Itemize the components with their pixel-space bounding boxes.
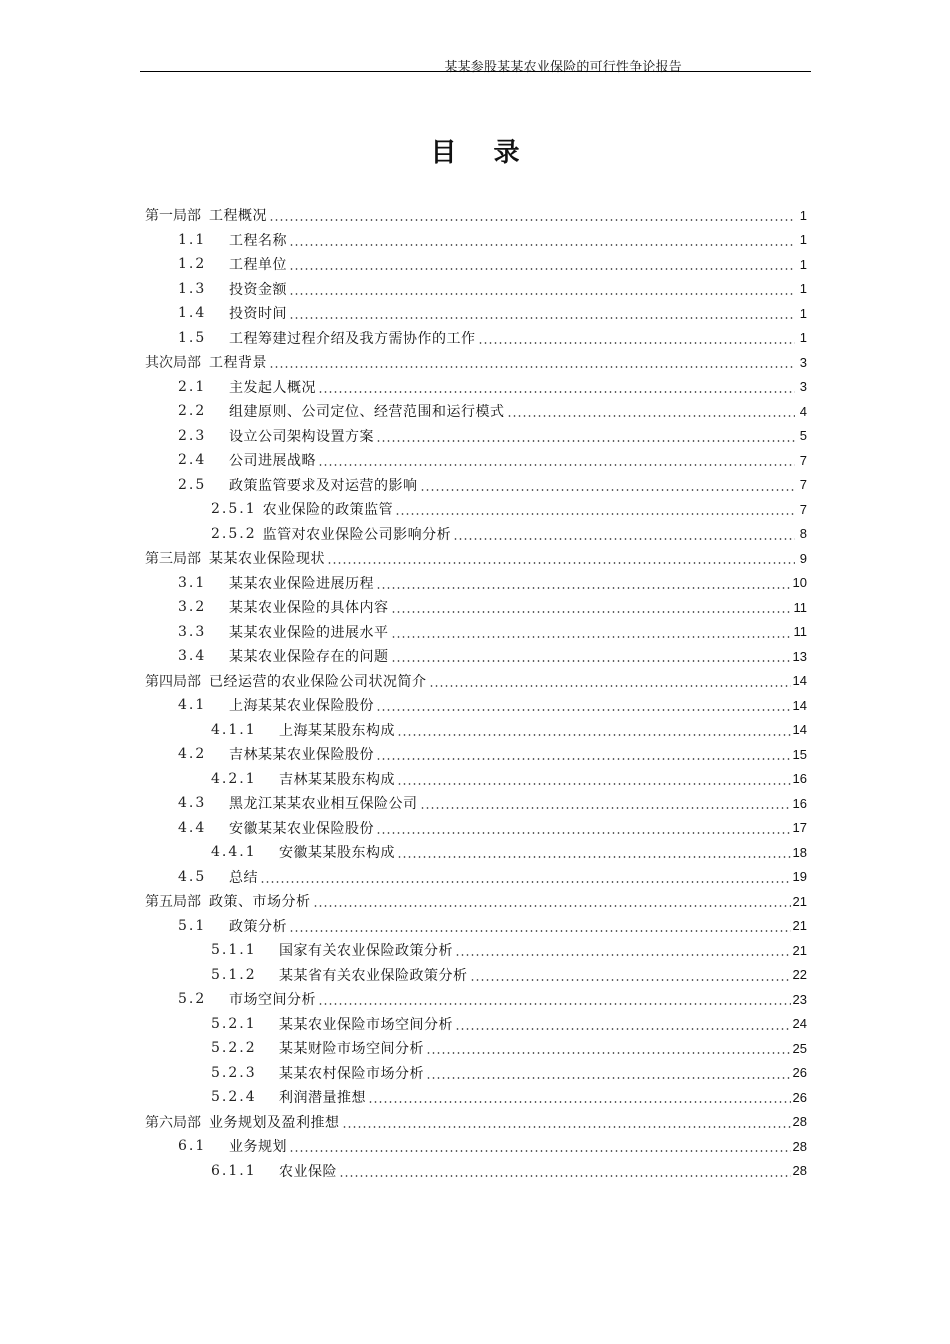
toc-dot-leader <box>391 649 791 663</box>
toc-entry-number: 3.2 <box>178 599 207 616</box>
toc-entry-page: 24 <box>792 1016 807 1032</box>
toc-entry-number: 4.3 <box>178 795 207 812</box>
toc-entry[interactable] <box>145 1012 807 1037</box>
toc-entry-page: 5 <box>799 428 807 444</box>
toc-entry-label: 某某农业保险现状 <box>209 551 325 568</box>
toc-dot-leader <box>318 453 795 467</box>
toc-dot-leader <box>339 1164 791 1178</box>
toc-entry-label: 工程筹建过程介绍及我方需协作的工作 <box>229 330 476 347</box>
toc-entry-label: 吉林某某股东构成 <box>279 771 395 788</box>
toc-entry-number: 5.1.1 <box>211 942 257 959</box>
toc-entry-label: 设立公司架构设置方案 <box>229 428 374 445</box>
toc-entry-number: 2.5.2 <box>211 525 257 542</box>
toc-dot-leader <box>318 992 791 1006</box>
running-header: 某某参股某某农业保险的可行性争论报告 <box>444 60 682 75</box>
toc-entry-page: 17 <box>792 820 807 836</box>
toc-dot-leader <box>391 600 792 614</box>
toc-entry[interactable] <box>145 1110 807 1135</box>
toc-entry-label: 某某财险市场空间分析 <box>279 1041 424 1058</box>
toc-entry[interactable] <box>145 865 807 890</box>
toc-entry-label: 工程单位 <box>229 257 287 274</box>
table-of-contents <box>145 203 807 1183</box>
toc-entry[interactable] <box>145 669 807 694</box>
toc-entry[interactable] <box>145 1134 807 1159</box>
toc-entry[interactable] <box>145 203 807 228</box>
toc-entry[interactable] <box>145 522 807 547</box>
toc-entry[interactable] <box>145 350 807 375</box>
toc-entry-number: 4.2.1 <box>211 770 257 787</box>
toc-entry-label: 某某农村保险市场分析 <box>279 1065 424 1082</box>
toc-entry-number: 5.2.4 <box>211 1089 257 1106</box>
toc-entry-page: 11 <box>793 599 807 615</box>
toc-entry-page: 7 <box>799 452 807 468</box>
toc-entry-label: 市场空间分析 <box>229 992 316 1009</box>
toc-entry-label: 业务规划及盈利推想 <box>209 1114 340 1131</box>
toc-entry-page: 1 <box>799 281 807 297</box>
toc-entry-label: 吉林某某农业保险股份 <box>229 747 374 764</box>
toc-entry-page: 21 <box>792 942 807 958</box>
toc-entry-label: 主发起人概况 <box>229 379 316 396</box>
toc-entry-number: 2.5.1 <box>211 501 257 518</box>
toc-entry-page: 28 <box>792 1114 807 1130</box>
toc-dot-leader <box>289 233 795 247</box>
toc-entry-label: 业务规划 <box>229 1139 287 1156</box>
toc-entry-label: 安徽某某股东构成 <box>279 845 395 862</box>
toc-entry[interactable] <box>145 963 807 988</box>
toc-dot-leader <box>426 1066 791 1080</box>
toc-entry-page: 26 <box>792 1089 807 1105</box>
toc-entry[interactable] <box>145 277 807 302</box>
toc-entry-label: 农业保险的政策监管 <box>262 502 394 519</box>
toc-entry-label: 某某农业保险进展历程 <box>229 575 374 592</box>
toc-entry-number: 4.2 <box>178 746 207 763</box>
toc-entry-label: 政策、市场分析 <box>209 894 311 911</box>
toc-entry-label: 利润潜量推想 <box>279 1090 366 1107</box>
toc-entry-page: 18 <box>792 844 807 860</box>
toc-dot-leader <box>313 894 791 908</box>
toc-entry-page: 4 <box>799 403 807 419</box>
toc-entry[interactable] <box>145 448 807 473</box>
page-title: 目 录 <box>430 138 534 168</box>
toc-entry[interactable] <box>145 693 807 718</box>
toc-dot-leader <box>376 821 791 835</box>
toc-entry[interactable] <box>145 791 807 816</box>
toc-entry-label: 总结 <box>229 869 258 886</box>
toc-entry-page: 28 <box>792 1163 807 1179</box>
toc-entry-number: 第六局部 <box>145 1114 201 1131</box>
toc-entry[interactable] <box>145 914 807 939</box>
toc-entry-number: 5.2 <box>178 991 207 1008</box>
toc-entry-page: 16 <box>792 795 807 811</box>
toc-dot-leader <box>507 404 796 418</box>
toc-dot-leader <box>368 1090 791 1104</box>
toc-entry-page: 1 <box>799 232 807 248</box>
toc-dot-leader <box>453 527 795 541</box>
toc-dot-leader <box>269 208 795 222</box>
toc-dot-leader <box>289 1139 791 1153</box>
toc-entry-page: 22 <box>792 967 807 983</box>
toc-entry-number: 3.3 <box>178 623 207 640</box>
toc-entry-number: 其次局部 <box>145 355 201 372</box>
toc-entry-page: 9 <box>799 550 807 566</box>
toc-entry-number: 4.1.1 <box>211 721 257 738</box>
toc-entry-page: 10 <box>792 575 807 591</box>
toc-dot-leader <box>376 429 795 443</box>
toc-dot-leader <box>397 772 791 786</box>
toc-dot-leader <box>376 576 791 590</box>
toc-entry[interactable] <box>145 228 807 253</box>
toc-entry-label: 投资金额 <box>229 281 287 298</box>
toc-entry[interactable] <box>145 571 807 596</box>
toc-entry-number: 2.2 <box>178 403 207 420</box>
toc-entry-number: 2.4 <box>178 452 207 469</box>
toc-entry-number: 2.1 <box>178 378 207 395</box>
toc-dot-leader <box>318 380 795 394</box>
toc-entry-number: 3.4 <box>178 648 207 665</box>
toc-entry-label: 上海某某农业保险股份 <box>229 698 374 715</box>
header-rule <box>140 71 811 72</box>
toc-dot-leader <box>478 331 796 345</box>
toc-dot-leader <box>420 796 791 810</box>
toc-entry[interactable] <box>145 497 807 522</box>
toc-entry-label: 政策分析 <box>229 918 287 935</box>
toc-entry-page: 21 <box>792 893 807 909</box>
toc-entry-page: 1 <box>799 256 807 272</box>
toc-entry-label: 组建原则、公司定位、经营范围和运行模式 <box>229 404 505 421</box>
toc-entry-page: 13 <box>792 648 807 664</box>
toc-entry-page: 7 <box>799 501 807 517</box>
toc-entry-number: 5.1 <box>178 917 207 934</box>
toc-entry-page: 1 <box>799 305 807 321</box>
toc-entry-label: 已经运营的农业保险公司状况简介 <box>209 673 427 690</box>
toc-entry-number: 第五局部 <box>145 894 201 911</box>
toc-entry-page: 26 <box>792 1065 807 1081</box>
toc-entry-label: 工程概况 <box>209 208 267 225</box>
toc-dot-leader <box>429 674 791 688</box>
toc-entry-page: 3 <box>799 354 807 370</box>
toc-entry[interactable] <box>145 889 807 914</box>
toc-dot-leader <box>289 282 795 296</box>
toc-dot-leader <box>426 1041 791 1055</box>
toc-dot-leader <box>289 257 795 271</box>
toc-entry-page: 8 <box>799 526 807 542</box>
toc-entry[interactable] <box>145 595 807 620</box>
toc-entry-number: 2.3 <box>178 427 207 444</box>
toc-entry-page: 14 <box>792 697 807 713</box>
toc-entry[interactable] <box>145 1036 807 1061</box>
toc-dot-leader <box>397 723 791 737</box>
toc-entry-label: 黑龙江某某农业相互保险公司 <box>229 796 418 813</box>
toc-entry-number: 第一局部 <box>145 208 201 225</box>
toc-entry[interactable] <box>145 375 807 400</box>
toc-entry-number: 1.2 <box>178 256 207 273</box>
toc-entry-label: 某某省有关农业保险政策分析 <box>279 967 468 984</box>
toc-entry-number: 6.1 <box>178 1138 207 1155</box>
toc-dot-leader <box>376 747 791 761</box>
toc-dot-leader <box>327 551 795 565</box>
toc-entry-label: 国家有关农业保险政策分析 <box>279 943 453 960</box>
toc-entry-label: 工程背景 <box>209 355 267 372</box>
toc-entry-label: 某某农业保险市场空间分析 <box>279 1016 453 1033</box>
toc-entry-page: 14 <box>792 722 807 738</box>
toc-entry-number: 5.1.2 <box>211 966 257 983</box>
toc-dot-leader <box>376 698 791 712</box>
toc-entry-page: 19 <box>792 869 807 885</box>
toc-dot-leader <box>342 1115 791 1129</box>
toc-entry-page: 1 <box>799 207 807 223</box>
toc-entry[interactable] <box>145 301 807 326</box>
toc-entry-label: 某某农业保险存在的问题 <box>229 649 389 666</box>
toc-dot-leader <box>269 355 795 369</box>
toc-dot-leader <box>395 502 795 516</box>
toc-entry[interactable] <box>145 987 807 1012</box>
toc-entry-page: 7 <box>799 477 807 493</box>
toc-dot-leader <box>260 870 791 884</box>
toc-dot-leader <box>397 845 791 859</box>
toc-entry-number: 1.3 <box>178 280 207 297</box>
toc-entry-page: 14 <box>792 673 807 689</box>
toc-entry-page: 28 <box>792 1138 807 1154</box>
toc-entry-label: 监管对农业保险公司影响分析 <box>262 526 452 543</box>
toc-entry[interactable] <box>145 620 807 645</box>
toc-entry[interactable] <box>145 473 807 498</box>
toc-entry-label: 工程名称 <box>229 232 287 249</box>
toc-dot-leader <box>391 625 792 639</box>
toc-entry-page: 23 <box>792 991 807 1007</box>
toc-entry-label: 某某农业保险的进展水平 <box>229 624 389 641</box>
toc-entry-number: 5.2.1 <box>211 1015 257 1032</box>
toc-entry[interactable] <box>145 938 807 963</box>
toc-dot-leader <box>455 943 791 957</box>
toc-entry-number: 1.1 <box>178 231 207 248</box>
toc-entry-label: 投资时间 <box>229 306 287 323</box>
toc-entry-label: 某某农业保险的具体内容 <box>229 600 389 617</box>
toc-entry[interactable] <box>145 1061 807 1086</box>
toc-entry-page: 15 <box>792 746 807 762</box>
toc-dot-leader <box>420 478 796 492</box>
toc-entry-number: 第三局部 <box>145 551 201 568</box>
toc-dot-leader <box>289 306 795 320</box>
toc-entry-page: 1 <box>799 330 807 346</box>
toc-entry-number: 4.4 <box>178 819 207 836</box>
toc-entry-number: 5.2.2 <box>211 1040 257 1057</box>
toc-entry[interactable] <box>145 742 807 767</box>
toc-entry-number: 1.5 <box>178 329 207 346</box>
toc-entry[interactable] <box>145 816 807 841</box>
toc-entry[interactable] <box>145 424 807 449</box>
toc-entry[interactable] <box>145 326 807 351</box>
toc-entry[interactable] <box>145 767 807 792</box>
toc-entry-page: 21 <box>792 918 807 934</box>
toc-entry[interactable] <box>145 1159 807 1184</box>
toc-entry-number: 5.2.3 <box>211 1064 257 1081</box>
toc-entry[interactable] <box>145 718 807 743</box>
toc-entry[interactable] <box>145 252 807 277</box>
toc-entry[interactable] <box>145 399 807 424</box>
toc-entry-number: 第四局部 <box>145 673 201 690</box>
toc-dot-leader <box>289 919 791 933</box>
toc-entry-number: 6.1.1 <box>211 1162 257 1179</box>
toc-entry-number: 3.1 <box>178 574 207 591</box>
toc-entry-number: 4.5 <box>178 868 207 885</box>
toc-entry-label: 公司进展战略 <box>229 453 316 470</box>
toc-entry-label: 上海某某股东构成 <box>279 722 395 739</box>
toc-entry-page: 25 <box>792 1040 807 1056</box>
toc-entry-label: 农业保险 <box>279 1163 337 1180</box>
toc-entry-number: 2.5 <box>178 476 207 493</box>
toc-entry-number: 4.4.1 <box>211 844 257 861</box>
toc-entry-page: 16 <box>792 771 807 787</box>
toc-entry[interactable] <box>145 644 807 669</box>
toc-entry[interactable] <box>145 840 807 865</box>
toc-dot-leader <box>455 1017 791 1031</box>
toc-entry-label: 安徽某某农业保险股份 <box>229 820 374 837</box>
toc-entry-page: 3 <box>799 379 807 395</box>
toc-entry-page: 11 <box>793 624 807 640</box>
toc-entry-number: 1.4 <box>178 305 207 322</box>
toc-entry-label: 政策监管要求及对运营的影响 <box>229 477 418 494</box>
toc-dot-leader <box>470 968 791 982</box>
toc-entry[interactable] <box>145 1085 807 1110</box>
toc-entry-number: 4.1 <box>178 697 207 714</box>
toc-entry[interactable] <box>145 546 807 571</box>
